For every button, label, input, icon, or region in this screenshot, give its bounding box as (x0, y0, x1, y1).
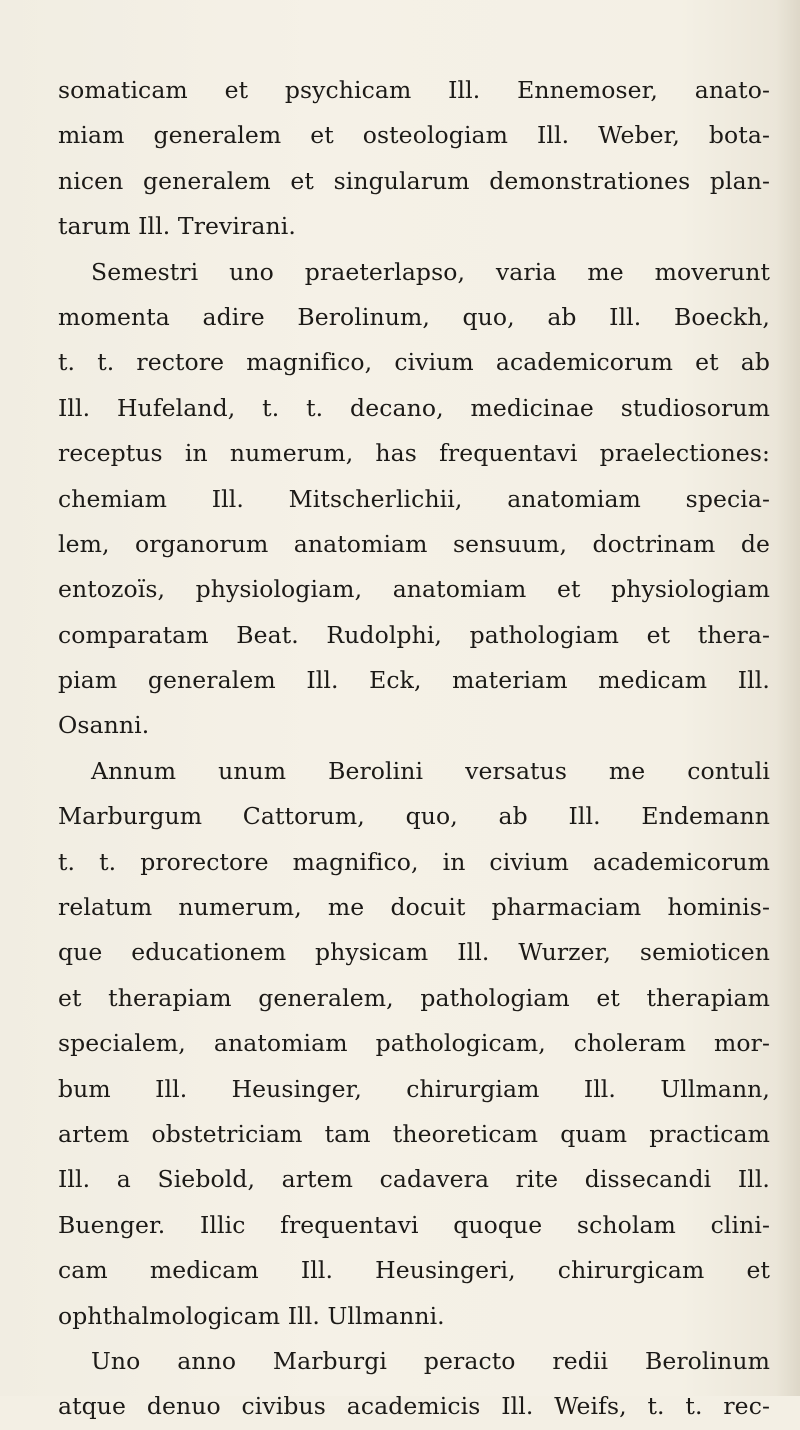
text-line: specialem, anatomiam pathologicam, choleram mor- (58, 1029, 770, 1058)
text-line: entozoïs, physiologiam, anatomiam et physiologiam (58, 575, 770, 604)
body-text (58, 68, 770, 1430)
text-line: et therapiam generalem, pathologiam et therapiam (58, 983, 770, 1012)
text-line: tarum Ill. Trevirani. (58, 212, 296, 241)
text-line: ophthalmologicam Ill. Ullmanni. (58, 1301, 445, 1330)
text-line: Ill. Hufeland, t. t. decano, medicinae studiosorum (58, 393, 770, 422)
text-line: receptus in numerum, has frequentavi praelectiones: (58, 439, 770, 468)
text-line: Buenger. Illic frequentavi quoque scholam clini- (58, 1210, 770, 1239)
text-line: que educationem physicam Ill. Wurzer, semioticen (58, 938, 770, 967)
text-line: cam medicam Ill. Heusingeri, chirurgicam et (58, 1256, 770, 1285)
text-line: piam generalem Ill. Eck, materiam medicam Ill. (58, 666, 770, 695)
paragraph-start-line: Semestri uno praeterlapso, varia me moverunt (91, 257, 770, 286)
paragraph-start-line: Annum unum Berolini versatus me contuli (91, 756, 770, 785)
text-line: momenta adire Berolinum, quo, ab Ill. Boeckh, (58, 302, 770, 331)
text-line: miam generalem et osteologiam Ill. Weber, bota- (58, 121, 770, 150)
text-line: lem, organorum anatomiam sensuum, doctrinam de (58, 529, 770, 558)
text-line: somaticam et psychicam Ill. Ennemoser, anato- (58, 76, 770, 104)
text-line: comparatam Beat. Rudolphi, pathologiam et thera- (58, 620, 770, 649)
text-line: relatum numerum, me docuit pharmaciam hominis- (58, 893, 770, 922)
paragraph-start-line: Uno anno Marburgi peracto redii Berolinum (91, 1346, 770, 1375)
text-line: Ill. a Siebold, artem cadavera rite dissecandi Ill. (58, 1165, 770, 1194)
text-line: bum Ill. Heusinger, chirurgiam Ill. Ullmann, (58, 1074, 770, 1103)
text-line: Osanni. (58, 711, 150, 740)
text-line: t. t. prorectore magnifico, in civium academicorum (58, 847, 770, 876)
text-line: artem obstetriciam tam theoreticam quam practicam (58, 1119, 770, 1148)
text-line: Marburgum Cattorum, quo, ab Ill. Endemann (58, 802, 770, 831)
text-line: t. t. rectore magnifico, civium academicorum et ab (58, 348, 770, 377)
text-line: chemiam Ill. Mitscherlichii, anatomiam specia- (58, 484, 770, 513)
text-line: atque denuo civibus academicis Ill. Weifs, t. t. rec- (58, 1392, 770, 1421)
text-line: nicen generalem et singularum demonstrationes plan- (58, 166, 770, 195)
